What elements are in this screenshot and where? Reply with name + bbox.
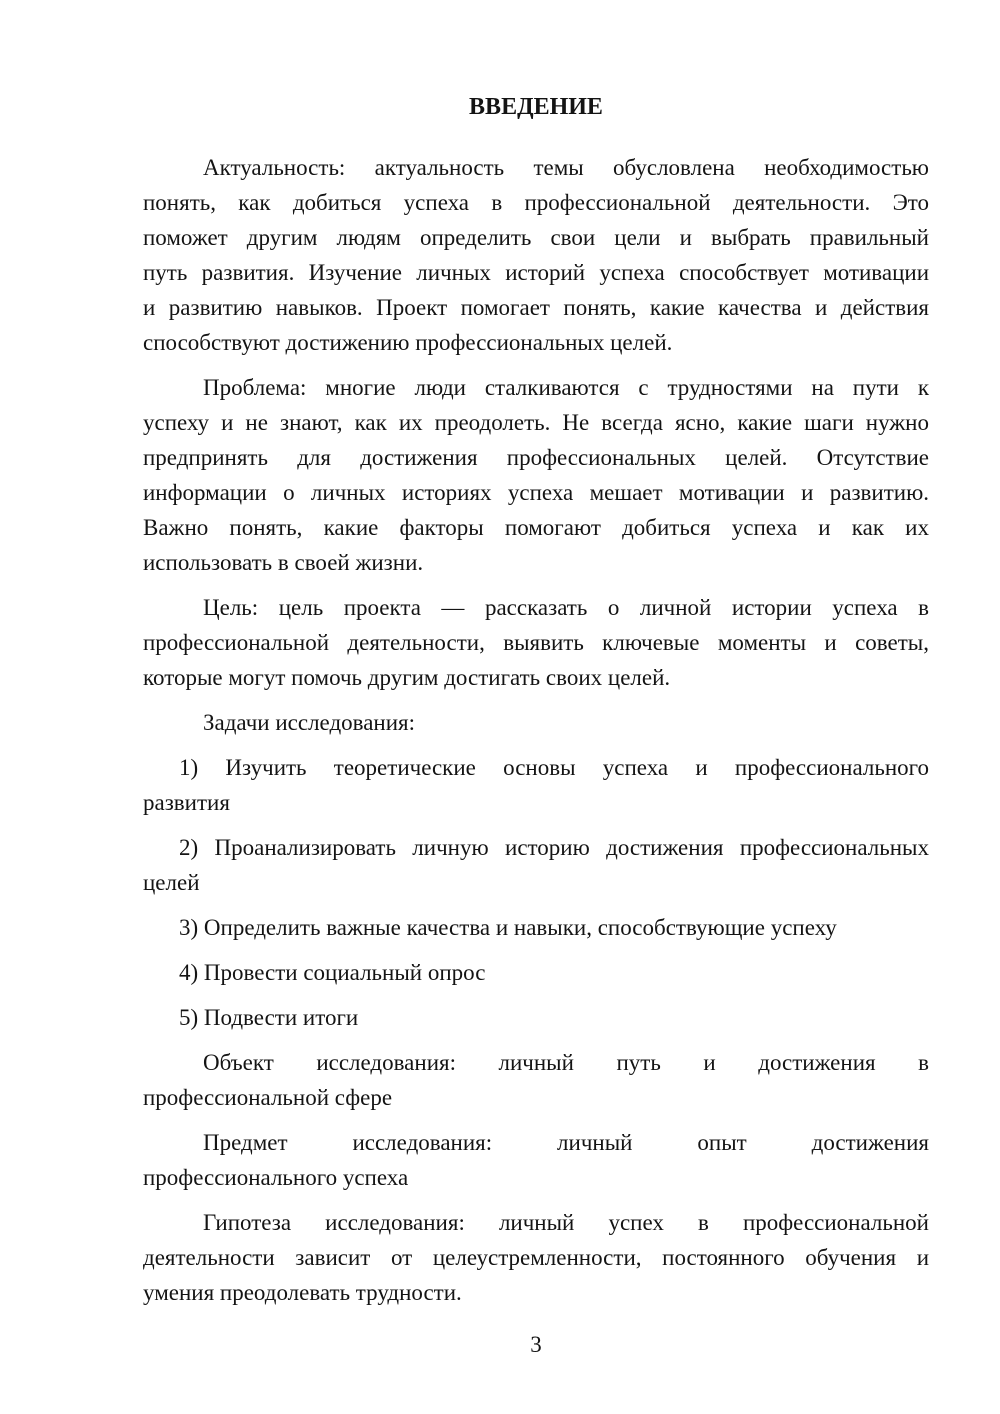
text-line: 5) Подвести итоги xyxy=(179,1005,359,1030)
text-line: Актуальность: актуальность темы обусловлена необходимостью xyxy=(203,155,929,180)
text-line: развития xyxy=(143,790,230,815)
text-line: целей xyxy=(143,870,200,895)
text-line: путь развития. Изучение личных историй успеха способствует мотивации xyxy=(143,260,929,285)
text-line: Задачи исследования: xyxy=(203,710,416,735)
paragraph-relevance xyxy=(143,150,929,360)
text-line: 4) Провести социальный опрос xyxy=(179,960,486,985)
text-line: предпринять для достижения профессиональных целей. Отсутствие xyxy=(143,445,929,470)
text-line: Гипотеза исследования: личный успех в профессиональной xyxy=(203,1210,929,1235)
paragraph-object xyxy=(143,1045,929,1115)
document-title: ВВЕДЕНИЕ xyxy=(469,94,603,120)
paragraph-hypothesis xyxy=(143,1205,929,1310)
task-item-3 xyxy=(143,910,929,945)
text-line: Объект исследования: личный путь и достижения в xyxy=(203,1050,929,1075)
text-line: успеху и не знают, как их преодолеть. Не всегда ясно, какие шаги нужно xyxy=(143,410,929,435)
paragraph-goal xyxy=(143,590,929,695)
text-line: Проблема: многие люди сталкиваются с трудностями на пути к xyxy=(203,375,929,400)
tasks-heading xyxy=(143,705,929,740)
paragraph-subject xyxy=(143,1125,929,1195)
text-line: Цель: цель проекта — рассказать о личной истории успеха в xyxy=(203,595,929,620)
text-line: 3) Определить важные качества и навыки, способствующие успеху xyxy=(179,915,837,940)
task-item-5 xyxy=(143,1000,929,1035)
task-item-2 xyxy=(143,830,929,900)
text-line: 1) Изучить теоретические основы успеха и профессионального xyxy=(179,755,929,780)
text-line: использовать в своей жизни. xyxy=(143,550,424,575)
text-line: профессиональной сфере xyxy=(143,1085,393,1110)
text-line: профессионального успеха xyxy=(143,1165,409,1190)
text-line: 2) Проанализировать личную историю достижения профессиональных xyxy=(179,835,929,860)
text-line: которые могут помочь другим достигать своих целей. xyxy=(143,665,671,690)
text-line: Важно понять, какие факторы помогают добиться успеха и как их xyxy=(143,515,929,540)
text-line: и развитию навыков. Проект помогает понять, какие качества и действия xyxy=(143,295,929,320)
paragraph-problem xyxy=(143,370,929,580)
text-line: умения преодолевать трудности. xyxy=(143,1280,462,1305)
text-line: Предмет исследования: личный опыт достижения xyxy=(203,1130,929,1155)
task-item-1 xyxy=(143,750,929,820)
text-line: профессиональной деятельности, выявить ключевые моменты и советы, xyxy=(143,630,929,655)
text-line: информации о личных историях успеха мешает мотивации и развитию. xyxy=(143,480,929,505)
text-line: способствуют достижению профессиональных целей. xyxy=(143,330,673,355)
page-number: 3 xyxy=(530,1332,542,1357)
text-line: поможет другим людям определить свои цели и выбрать правильный xyxy=(143,225,929,250)
task-item-4 xyxy=(143,955,929,990)
text-line: понять, как добиться успеха в профессиональной деятельности. Это xyxy=(143,190,929,215)
text-line: деятельности зависит от целеустремленности, постоянного обучения и xyxy=(143,1245,929,1270)
